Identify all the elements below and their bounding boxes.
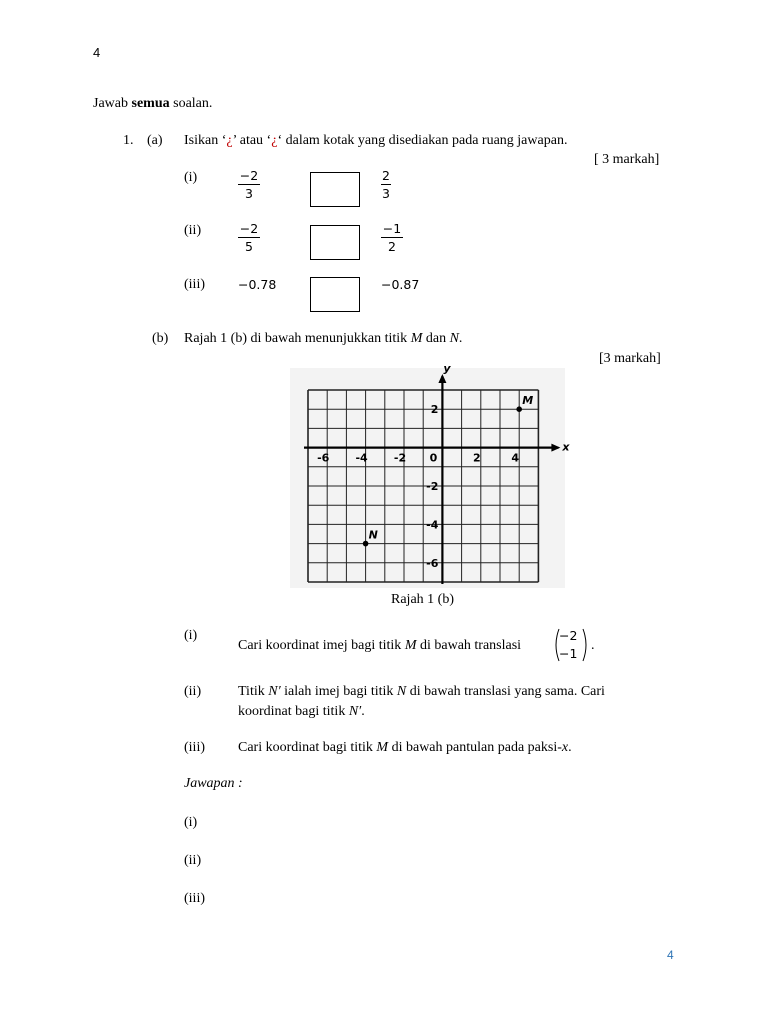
part-a-instruction: Isikan ‘¿’ atau ‘¿‘ dalam kotak yang disediakan pada ruang jawapan. <box>184 133 568 148</box>
y-tick-label: 2 <box>430 403 439 417</box>
instruction-prefix: Jawab <box>93 96 128 111</box>
question-number: 1. <box>123 133 134 148</box>
x-tick-label: 0 <box>429 451 438 465</box>
x-tick-label: -6 <box>317 451 330 465</box>
x-tick-label: 2 <box>472 451 481 465</box>
answer-box-3[interactable] <box>310 277 360 312</box>
item-label: (ii) <box>184 223 202 238</box>
fraction-left: $\frac{-2}{3}$ <box>239 168 259 201</box>
coordinate-grid-figure <box>290 362 570 588</box>
decimal-right: −0.87 <box>381 277 420 292</box>
item-label: (iii) <box>184 277 205 292</box>
answer-heading: Jawapan : <box>184 776 243 791</box>
point-n <box>363 541 369 547</box>
subquestion-ii-line1: Titik N′ ialah imej bagi titik N di bawah translasi yang sama. Cari <box>238 684 605 699</box>
subquestion-label: (ii) <box>184 684 202 699</box>
fraction-right: $\frac{2}{3}$ <box>382 168 390 201</box>
answer-label: (i) <box>184 815 198 830</box>
symbol-2: ¿ <box>271 133 278 148</box>
symbol-1: ¿ <box>226 133 233 148</box>
header-page-number: 4 <box>93 45 101 60</box>
vector-end: . <box>591 638 595 653</box>
part-b-label: (b) <box>152 331 169 346</box>
part-a-marks: [ 3 markah] <box>594 152 660 167</box>
y-tick-label: -4 <box>426 518 439 532</box>
y-tick-label: -2 <box>426 480 439 493</box>
answer-box-2[interactable] <box>310 225 360 260</box>
subquestion-label: (iii) <box>184 740 205 755</box>
x-axis-label: x <box>562 440 570 454</box>
fraction-right: $\frac{-1}{2}$ <box>382 221 402 254</box>
subquestion-iii-text: Cari koordinat bagi titik M di bawah pantulan pada paksi-x. <box>238 740 572 755</box>
part-b-text: Rajah 1 (b) di bawah menunjukkan titik M dan N. <box>184 331 463 346</box>
subquestion-i-text: Cari koordinat imej bagi titik M di bawah translasi <box>238 638 522 653</box>
x-tick-label: 4 <box>511 451 520 465</box>
figure-caption: Rajah 1 (b) <box>391 592 454 607</box>
x-tick-label: -2 <box>393 451 407 465</box>
point-label: M <box>522 394 534 408</box>
instruction <box>93 96 212 112</box>
y-axis-label: y <box>443 362 451 375</box>
point-label: N <box>368 528 378 542</box>
answer-label: (ii) <box>184 853 202 868</box>
instruction-suffix: soalan. <box>173 96 213 111</box>
subquestion-ii-line2: koordinat bagi titik N′. <box>238 704 365 719</box>
footer-page-number: 4 <box>667 948 674 962</box>
answer-box-1[interactable] <box>310 172 360 207</box>
vector-top: −2 <box>559 628 578 643</box>
point-m <box>516 406 522 412</box>
x-tick-label: -4 <box>355 451 368 465</box>
part-b-marks: [3 markah] <box>599 351 661 366</box>
decimal-left: −0.78 <box>238 277 277 292</box>
item-label: (i) <box>184 170 198 185</box>
answer-label: (iii) <box>184 891 205 906</box>
part-a-label: (a) <box>147 133 163 148</box>
fraction-left: $\frac{-2}{5}$ <box>239 221 259 254</box>
instruction-bold: semua <box>131 96 170 111</box>
vector-bottom: −1 <box>559 646 578 661</box>
subquestion-label: (i) <box>184 628 198 643</box>
y-tick-label: -6 <box>426 556 439 570</box>
